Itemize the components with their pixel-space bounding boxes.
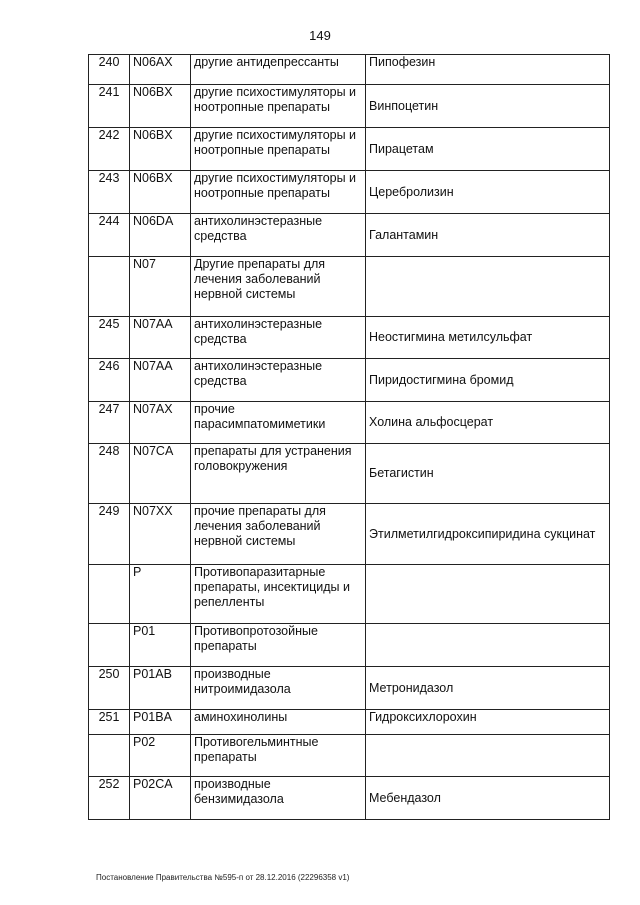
group-description: препараты для устранения головокружения [191, 444, 366, 504]
row-number: 243 [89, 171, 130, 214]
table-row [89, 402, 610, 444]
table-row [89, 85, 610, 128]
row-number: 245 [89, 317, 130, 359]
atc-code: P01 [130, 624, 191, 667]
group-description: другие психостимуляторы и ноотропные препараты [191, 171, 366, 214]
row-number: 252 [89, 777, 130, 820]
atc-code: N06BX [130, 85, 191, 128]
table-row [89, 317, 610, 359]
atc-code: P01AB [130, 667, 191, 710]
group-description: другие психостимуляторы и ноотропные препараты [191, 128, 366, 171]
group-description: антихолинэстеразные средства [191, 214, 366, 257]
drug-name: Церебролизин [366, 171, 610, 214]
row-number [89, 257, 130, 317]
row-number [89, 735, 130, 777]
drug-name: Галантамин [366, 214, 610, 257]
table-row [89, 55, 610, 85]
group-description: Противопротозойные препараты [191, 624, 366, 667]
table-row [89, 171, 610, 214]
table-row [89, 710, 610, 735]
atc-code: P02 [130, 735, 191, 777]
row-number: 242 [89, 128, 130, 171]
row-number: 246 [89, 359, 130, 402]
table-row [89, 735, 610, 777]
row-number: 248 [89, 444, 130, 504]
atc-code: N06DA [130, 214, 191, 257]
atc-code: N07AX [130, 402, 191, 444]
drug-name: Бетагистин [366, 444, 610, 504]
atc-code: N07 [130, 257, 191, 317]
table-row [89, 444, 610, 504]
atc-code: N07AA [130, 359, 191, 402]
row-number: 249 [89, 504, 130, 565]
table-row [89, 667, 610, 710]
row-number [89, 624, 130, 667]
drug-name: Винпоцетин [366, 85, 610, 128]
group-description: другие антидепрессанты [191, 55, 366, 85]
group-description: Противопаразитарные препараты, инсектициды и репелленты [191, 565, 366, 624]
group-description: Другие препараты для лечения заболеваний нервной системы [191, 257, 366, 317]
table-body [89, 55, 610, 820]
group-description: аминохинолины [191, 710, 366, 735]
atc-code: N06BX [130, 128, 191, 171]
row-number [89, 565, 130, 624]
drug-name: Неостигмина метилсульфат [366, 317, 610, 359]
group-description: производные нитроимидазола [191, 667, 366, 710]
table-row [89, 624, 610, 667]
row-number: 251 [89, 710, 130, 735]
group-description: прочие парасимпатомиметики [191, 402, 366, 444]
atc-code: N07XX [130, 504, 191, 565]
row-number: 244 [89, 214, 130, 257]
table-row [89, 777, 610, 820]
group-description: другие психостимуляторы и ноотропные препараты [191, 85, 366, 128]
drug-name: Метронидазол [366, 667, 610, 710]
drug-name: Пирацетам [366, 128, 610, 171]
group-description: антихолинэстеразные средства [191, 359, 366, 402]
row-number: 241 [89, 85, 130, 128]
group-description: антихолинэстеразные средства [191, 317, 366, 359]
table-row [89, 504, 610, 565]
table-row [89, 128, 610, 171]
atc-code: N07CA [130, 444, 191, 504]
drug-table [88, 54, 610, 820]
atc-code: N06AX [130, 55, 191, 85]
table-row [89, 257, 610, 317]
table-row [89, 214, 610, 257]
atc-code: P01BA [130, 710, 191, 735]
table-row [89, 359, 610, 402]
row-number: 250 [89, 667, 130, 710]
drug-name: Холина альфосцерат [366, 402, 610, 444]
drug-name: Пипофезин [366, 55, 610, 85]
drug-name [366, 565, 610, 624]
footer-text: Постановление Правительства №595-п от 28.12.2016 (22296358 v1) [96, 873, 350, 882]
drug-name [366, 735, 610, 777]
table-row [89, 565, 610, 624]
row-number: 247 [89, 402, 130, 444]
page-number: 149 [309, 28, 331, 43]
atc-code: P02CA [130, 777, 191, 820]
drug-name: Этилметилгидроксипиридина сукцинат [366, 504, 610, 565]
atc-code: N07AA [130, 317, 191, 359]
drug-name [366, 624, 610, 667]
atc-code: N06BX [130, 171, 191, 214]
row-number: 240 [89, 55, 130, 85]
group-description: производные бензимидазола [191, 777, 366, 820]
group-description: прочие препараты для лечения заболеваний нервной системы [191, 504, 366, 565]
group-description: Противогельминтные препараты [191, 735, 366, 777]
drug-name: Гидроксихлорохин [366, 710, 610, 735]
atc-code: P [130, 565, 191, 624]
drug-name [366, 257, 610, 317]
drug-name: Мебендазол [366, 777, 610, 820]
drug-name: Пиридостигмина бромид [366, 359, 610, 402]
